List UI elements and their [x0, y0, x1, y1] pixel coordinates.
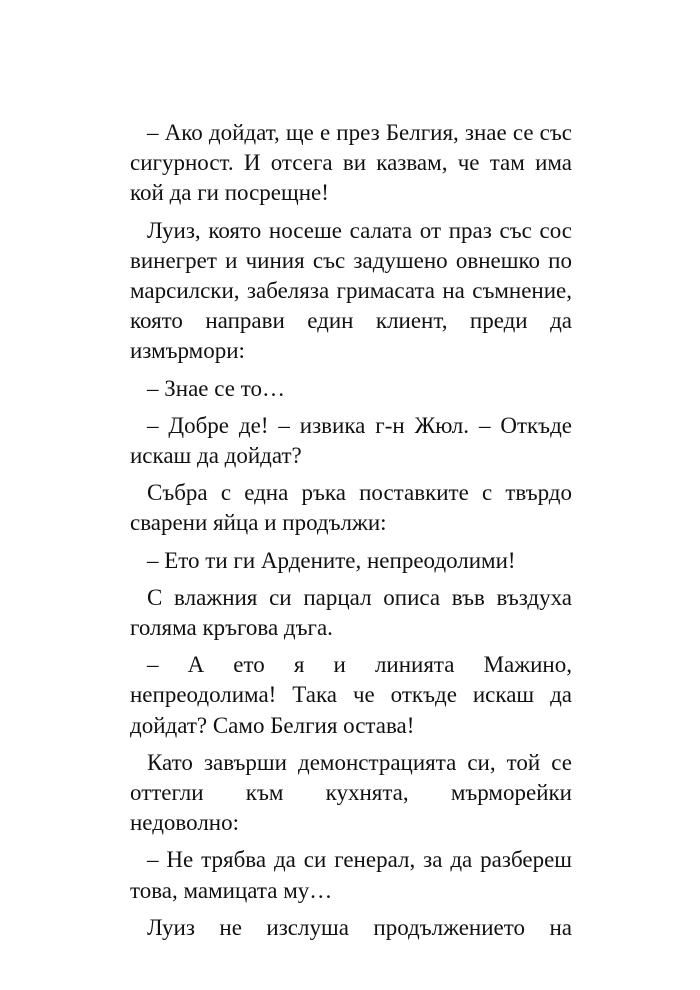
paragraph-8: – А ето я и линията Мажино, непреодолима! Така че откъде искаш да дойдат? Само Белгия остава! [130, 652, 572, 738]
paragraph-4: – Добре де! – извика г-н Жюл. – Откъде искаш да дойдат? [130, 412, 572, 469]
paragraph-7: С влажния си парцал описа във въздуха голяма кръгова дъга. [130, 584, 572, 641]
page-text [130, 118, 572, 943]
paragraph-6: – Ето ти ги Ардените, непреодолими! [147, 547, 516, 573]
paragraph-2: Луиз, която носеше салата от праз със сос винегрет и чиния със задушено овнешко по марсилски, забеляза гримасата на съмнение, която направи един клиент, преди да измърмори: [130, 217, 572, 364]
paragraph-11: Луиз не изслуша продължението на [147, 914, 572, 940]
paragraph-3: – Знае се то… [147, 375, 285, 401]
paragraph-10: – Не трябва да си генерал, за да разбереш това, мамицата му… [130, 847, 572, 903]
paragraph-1: – Ако дойдат, ще е през Белгия, знае се със сигурност. И отсега ви казвам, че там има кой да ги посрещне! [130, 120, 572, 206]
paragraph-9: Като завърши демонстрацията си, той се оттегли към кухнята, мърморейки недоволно: [130, 749, 572, 836]
paragraph-5: Събра с една ръка поставките с твърдо сварени яйца и продължи: [130, 480, 572, 536]
